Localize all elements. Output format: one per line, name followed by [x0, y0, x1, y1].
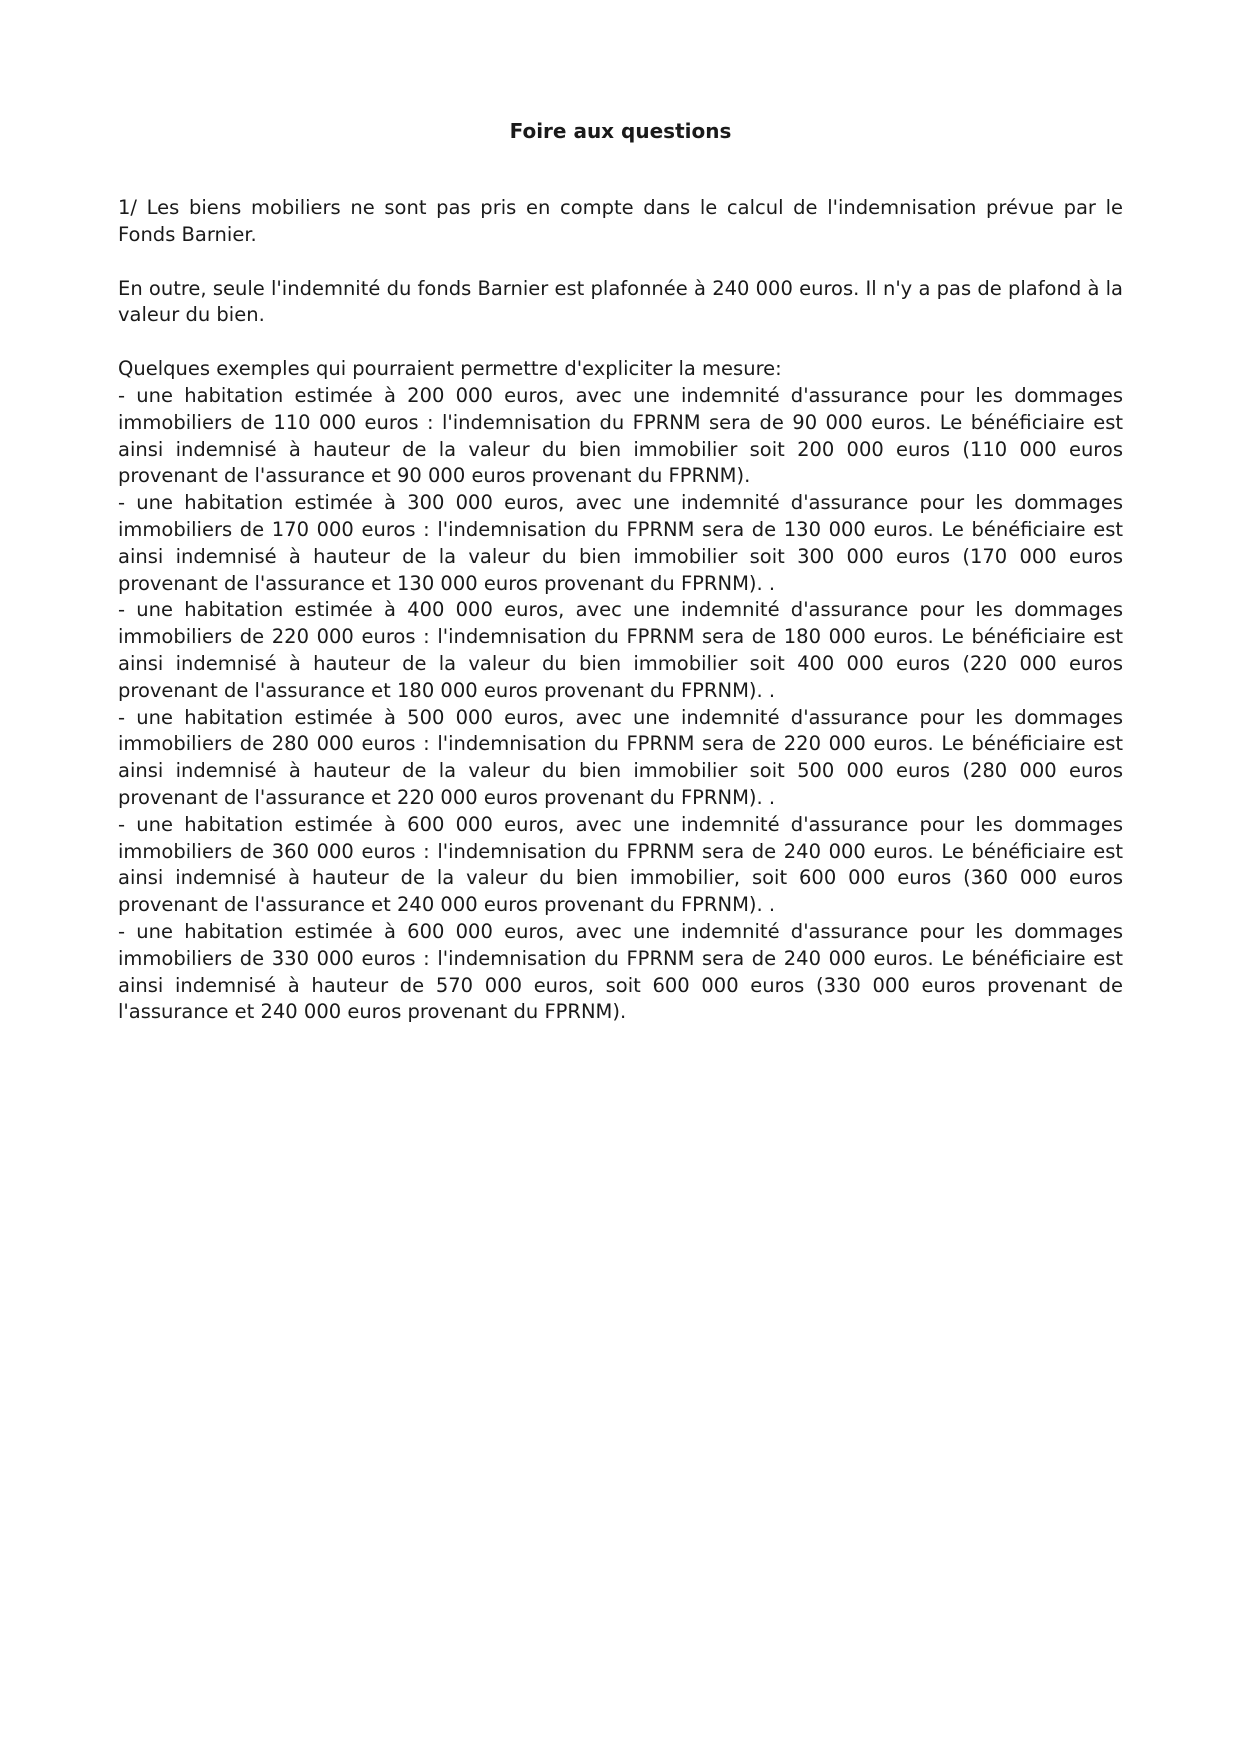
example-item: - une habitation estimée à 600 000 euros, avec une indemnité d'assurance pour les dommages immobiliers de 330 000 euros : l'indemnisation du FPRNM sera de 240 000 euros. Le bénéficiaire est ainsi indemnisé à hauteur de 570 000 euros, soit 600 000 euros (330 000 euros provenant de l'assurance et 240 000 euros provenant du FPRNM).	[118, 919, 1123, 1024]
example-item: - une habitation estimée à 600 000 euros, avec une indemnité d'assurance pour les dommages immobiliers de 360 000 euros : l'indemnisation du FPRNM sera de 240 000 euros. Le bénéficiaire est ainsi indemnisé à hauteur de la valeur du bien immobilier, soit 600 000 euros (360 000 euros provenant de l'assurance et 240 000 euros provenant du FPRNM). .	[118, 812, 1123, 917]
example-item: - une habitation estimée à 400 000 euros, avec une indemnité d'assurance pour les dommages immobiliers de 220 000 euros : l'indemnisation du FPRNM sera de 180 000 euros. Le bénéficiaire est ainsi indemnisé à hauteur de la valeur du bien immobilier soit 400 000 euros (220 000 euros provenant de l'assurance et 180 000 euros provenant du FPRNM). .	[118, 598, 1123, 702]
page-title: Foire aux questions	[509, 119, 732, 143]
paragraph-mobiliers: 1/ Les biens mobiliers ne sont pas pris en compte dans le calcul de l'indemnisation prévue par le Fonds Barnier.	[118, 196, 1123, 246]
example-item: - une habitation estimée à 200 000 euros, avec une indemnité d'assurance pour les dommages immobiliers de 110 000 euros : l'indemnisation du FPRNM sera de 90 000 euros. Le bénéficiaire est ainsi indemnisé à hauteur de la valeur du bien immobilier soit 200 000 euros (110 000 euros provenant de l'assurance et 90 000 euros provenant du FPRNM).	[118, 383, 1123, 488]
examples-intro: Quelques exemples qui pourraient permettre d'expliciter la mesure:	[118, 357, 782, 381]
paragraph-spacer	[118, 329, 1123, 356]
example-item: - une habitation estimée à 300 000 euros, avec une indemnité d'assurance pour les dommages immobiliers de 170 000 euros : l'indemnisation du FPRNM sera de 130 000 euros. Le bénéficiaire est ainsi indemnisé à hauteur de la valeur du bien immobilier soit 300 000 euros (170 000 euros provenant de l'assurance et 130 000 euros provenant du FPRNM). .	[118, 491, 1123, 595]
paragraph-spacer	[118, 249, 1123, 276]
document-body	[118, 195, 1123, 1026]
example-item: - une habitation estimée à 500 000 euros, avec une indemnité d'assurance pour les dommages immobiliers de 280 000 euros : l'indemnisation du FPRNM sera de 220 000 euros. Le bénéficiaire est ainsi indemnisé à hauteur de la valeur du bien immobilier soit 500 000 euros (280 000 euros provenant de l'assurance et 220 000 euros provenant du FPRNM). .	[118, 705, 1123, 809]
paragraph-plafond: En outre, seule l'indemnité du fonds Barnier est plafonnée à 240 000 euros. Il n'y a pas de plafond à la valeur du bien.	[118, 276, 1123, 327]
